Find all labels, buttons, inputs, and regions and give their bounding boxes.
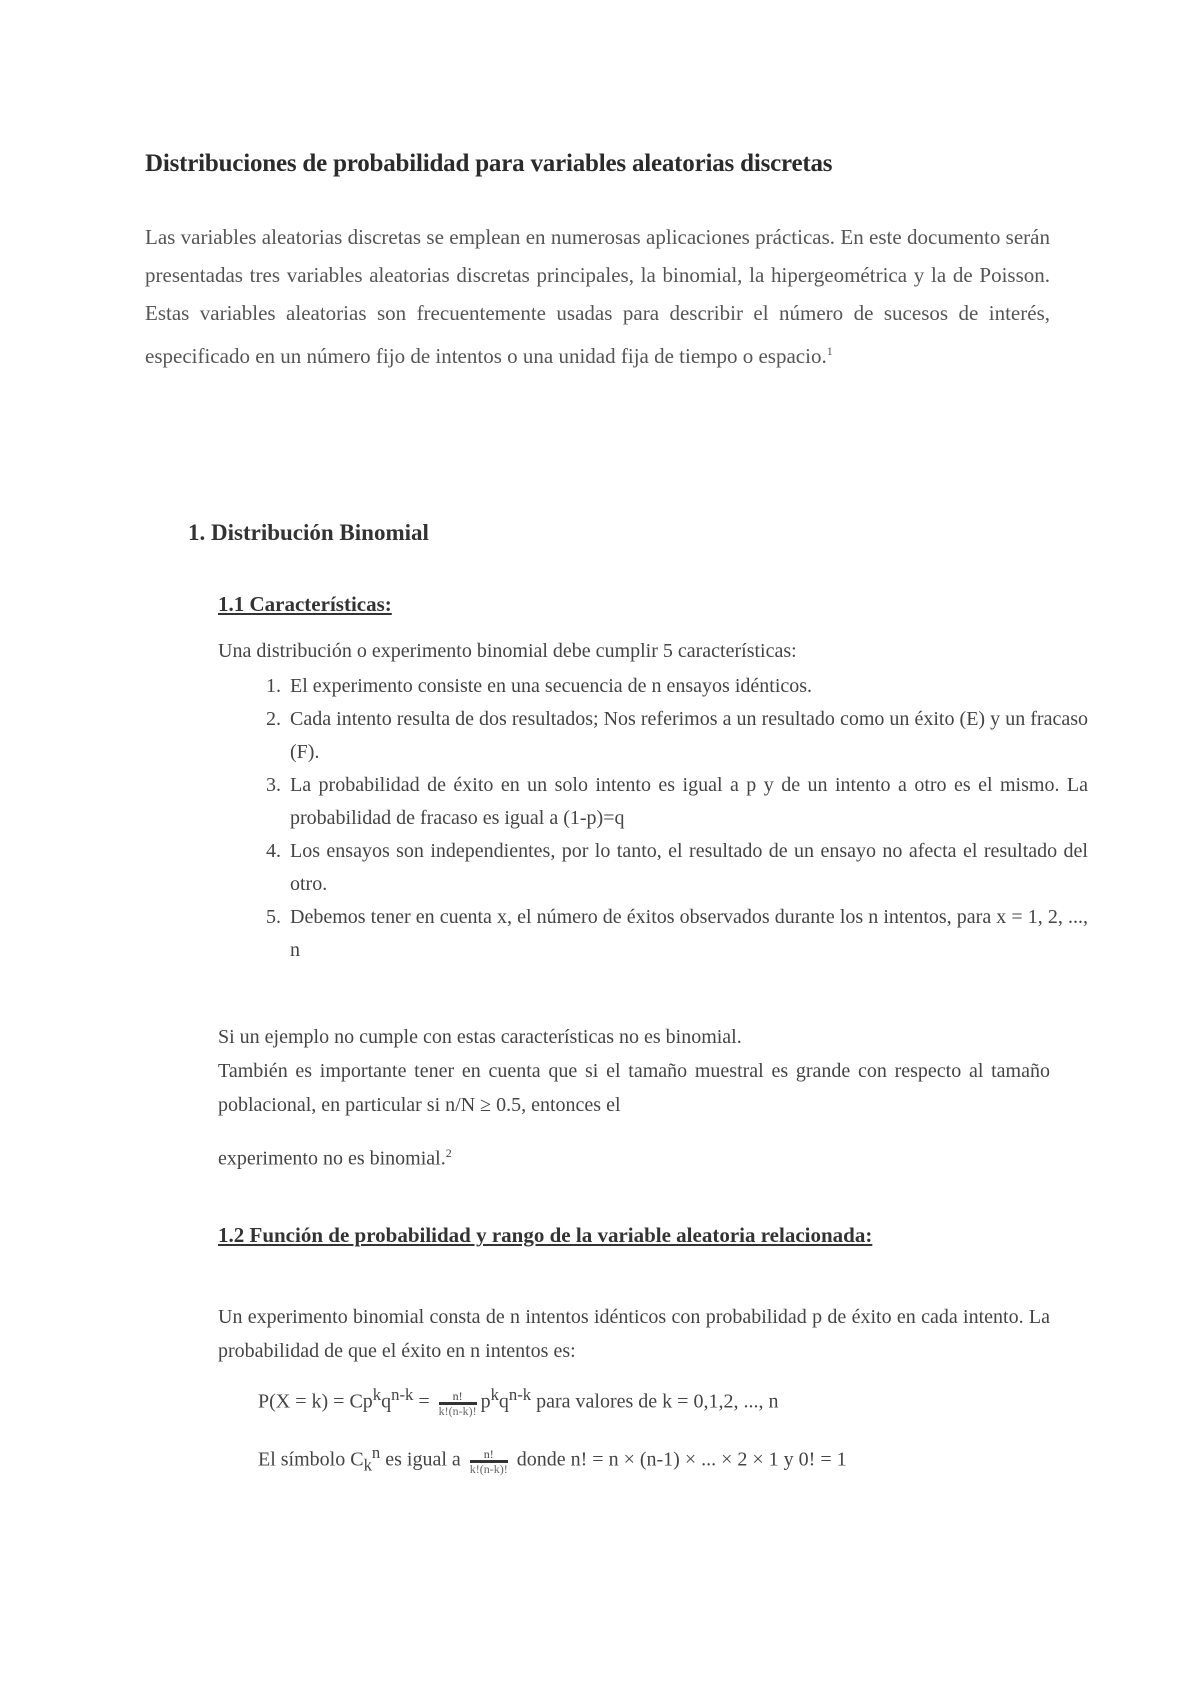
note-fraction: n/N (445, 1094, 476, 1116)
combination-sub: k (363, 1455, 372, 1475)
characteristics-lead: Una distribución o experimento binomial debe cumplir 5 características: (218, 640, 797, 662)
formula-exp-nk-right: n-k (508, 1385, 532, 1404)
probability-paragraph: Un experimento binomial consta de n intentos idénticos con probabilidad p de éxito en cada intento. La probabilidad de que el éxito en n intentos es: (218, 1306, 1050, 1362)
formula-q-right: q (498, 1390, 509, 1413)
formula-p-right: p (480, 1390, 491, 1413)
intro-text: Las variables aleatorias discretas se emplean en numerosas aplicaciones prácticas. En este documento serán presentadas tres variables aleatorias discretas principales, la binomial, la hipergeométrica y la de Poisson. Estas variables aleatorias son frecuentemente usadas para describir el número de sucesos de interés, especificado en un número fijo de intentos o una unidad fija de tiempo o espacio. (145, 225, 1050, 368)
formula-fraction (439, 1390, 477, 1417)
binomial-formula (258, 1385, 1048, 1417)
note-line-3: experimento no es binomial. (218, 1147, 446, 1170)
fraction-denominator: k!(n-k)! (469, 1461, 508, 1476)
formula-exp-nk: n-k (391, 1385, 414, 1404)
formula-range: para valores de k = 0,1,2, ..., n (536, 1390, 779, 1413)
fraction-numerator: n! (470, 1448, 508, 1463)
section-heading-binomial: 1. Distribución Binomial (188, 520, 429, 545)
combination-sup: n (371, 1443, 381, 1462)
subsection-heading-characteristics: 1.1 Características: (218, 592, 392, 616)
list-item: 2. Cada intento resulta de dos resultados; Nos referimos a un resultado como un éxito (E) y un fracaso (F). (286, 703, 1088, 769)
fraction-denominator: k!(n-k)! (438, 1403, 477, 1418)
combination-equals-text: es igual a (385, 1448, 461, 1471)
note-line-3-wrap (218, 1136, 1050, 1176)
document-title: Distribuciones de probabilidad para variables aleatorias discretas (145, 150, 833, 177)
combination-formula (258, 1443, 1048, 1476)
list-item: 5. Debemos tener en cuenta x, el número de éxitos observados durante los n intentos, para x = 1, 2, ..., n (286, 901, 1088, 967)
formula-p: p (362, 1390, 373, 1413)
list-item: 3. La probabilidad de éxito en un solo intento es igual a p y de un intento a otro es el mismo. La probabilidad de fracaso es igual a (1-p)=q (286, 769, 1088, 835)
formula-q: q (381, 1390, 392, 1413)
formula-exp-k: k (372, 1385, 382, 1404)
formula-lhs: P(X = k) = C (258, 1390, 363, 1413)
combination-label: El símbolo C (258, 1448, 364, 1471)
characteristics-list (248, 670, 1088, 967)
fraction-numerator: n! (439, 1390, 477, 1405)
binomial-note-paragraph (218, 1020, 1050, 1176)
note-line-1: Si un ejemplo no cumple con estas características no es binomial. (218, 1026, 742, 1048)
intro-paragraph (145, 218, 1050, 375)
list-item: 1. El experimento consiste en una secuencia de n ensayos idénticos. (286, 670, 1088, 703)
list-item: 4. Los ensayos son independientes, por lo tanto, el resultado de un ensayo no afecta el resultado del otro. (286, 835, 1088, 901)
combination-fraction (470, 1448, 508, 1475)
formula-equals: = (418, 1390, 430, 1413)
subsection-heading-probability-function: 1.2 Función de probabilidad y rango de la variable aleatoria relacionada: (218, 1223, 873, 1247)
note-line-2: También es importante tener en cuenta que si el tamaño muestral es grande con respecto al tamaño poblacional, en particular si (218, 1060, 1050, 1116)
factorial-definition: donde n! = n × (n-1) × ... × 2 × 1 y 0! = 1 (516, 1448, 847, 1471)
note-line-2-end: ≥ 0.5, entonces el (480, 1094, 621, 1116)
formula-exp-k-right: k (490, 1385, 499, 1404)
note-footnote: 2 (445, 1146, 452, 1160)
intro-footnote: 1 (826, 344, 833, 358)
